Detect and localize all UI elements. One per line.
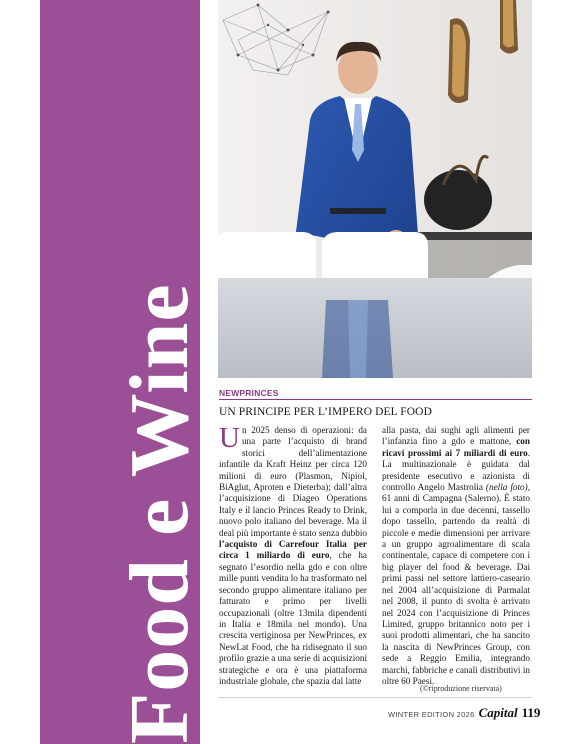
body-text: . La multinazionale è guidata dal presidente esecutivo e azionista di controllo Angelo Mastrolia bbox=[382, 447, 530, 493]
page-number: 119 bbox=[521, 705, 541, 720]
drop-cap: U bbox=[219, 422, 240, 454]
section-title-vertical: Food e Wine bbox=[113, 283, 206, 744]
article-column-2 bbox=[382, 425, 530, 687]
magazine-logo: Capital bbox=[478, 705, 518, 720]
portrait-photo-icon bbox=[218, 0, 532, 378]
section-label: NEWPRINCES bbox=[219, 388, 279, 398]
article-column-1 bbox=[219, 422, 367, 687]
footer-divider bbox=[218, 697, 532, 698]
body-text: , 61 anni di Campagna (Salerno). È stato lui a comporla in due decenni, tassello dopo tassello, partendo da realtà di piccole e medie dimensioni per arrivare a un gruppo agroalimentare di scala continentale, capace di competere con i big player del food & beverage. Dai primi passi nel settore lattiero-caseario nel 2004 all’acquisizione di Parmalat nel 2008, il punto di svolta è arrivato nel 2024 con l’acquisizione di Princes Limited, gruppo britannico noto per i suoi prodotti alimentari, che ha sancito la nascita di NewPrinces Group, con sede a Reggio Emilia, integrando marchi, fabbriche e canali distributivi in oltre 60 Paesi. bbox=[382, 482, 530, 686]
body-text: n 2025 denso di operazioni: da una parte l’acquisto di brand storici dell’alimentazione infantile da Kraft Heinz per circa 120 milioni di euro (Plasmon, Nipiol, BiAglut, Aproten e Dieterba); dall’altra l’acquisizione di Diageo Operations Italy e il lancio Princes Ready to Drink, nuovo polo italiano del beverage. Ma il deal più importante è stato senza dubbio bbox=[219, 425, 367, 538]
body-bold: l’acquisto di Carrefour Italia per circa 1 miliardo di euro bbox=[219, 539, 367, 561]
page-footer bbox=[388, 705, 541, 721]
footer-edition: WINTER EDITION 2026 bbox=[388, 710, 475, 719]
body-text: , che ha segnato l’esordio nella gdo e con oltre mille punti vendita lo ha trasformato nel secondo gruppo alimentare italiano per fatturato e primo per livelli occupazionali (oltre 13mila dipendenti in Italia e 18mila nel mondo). Una crescita vertiginosa per NewPrinces, ex NewLat Food, che ha ridisegnato il suo profilo grazie a una serie di acquisizioni strategiche e ora è una piattaforma industriale globale, che spazia dal latte bbox=[219, 550, 367, 686]
section-divider bbox=[219, 399, 532, 400]
body-italic: (nella foto) bbox=[485, 482, 528, 493]
article-photo bbox=[218, 0, 532, 378]
copyright-credit: (©riproduzione riservata) bbox=[420, 684, 502, 693]
article-headline: UN PRINCIPE PER L’IMPERO DEL FOOD bbox=[219, 406, 432, 418]
body-text: alla pasta, dai sughi agli alimenti per l’infanzia fino a gdo e mattone, bbox=[382, 425, 530, 447]
body-bold: con ricavi prossimi ai 7 miliardi di euro bbox=[382, 436, 530, 458]
